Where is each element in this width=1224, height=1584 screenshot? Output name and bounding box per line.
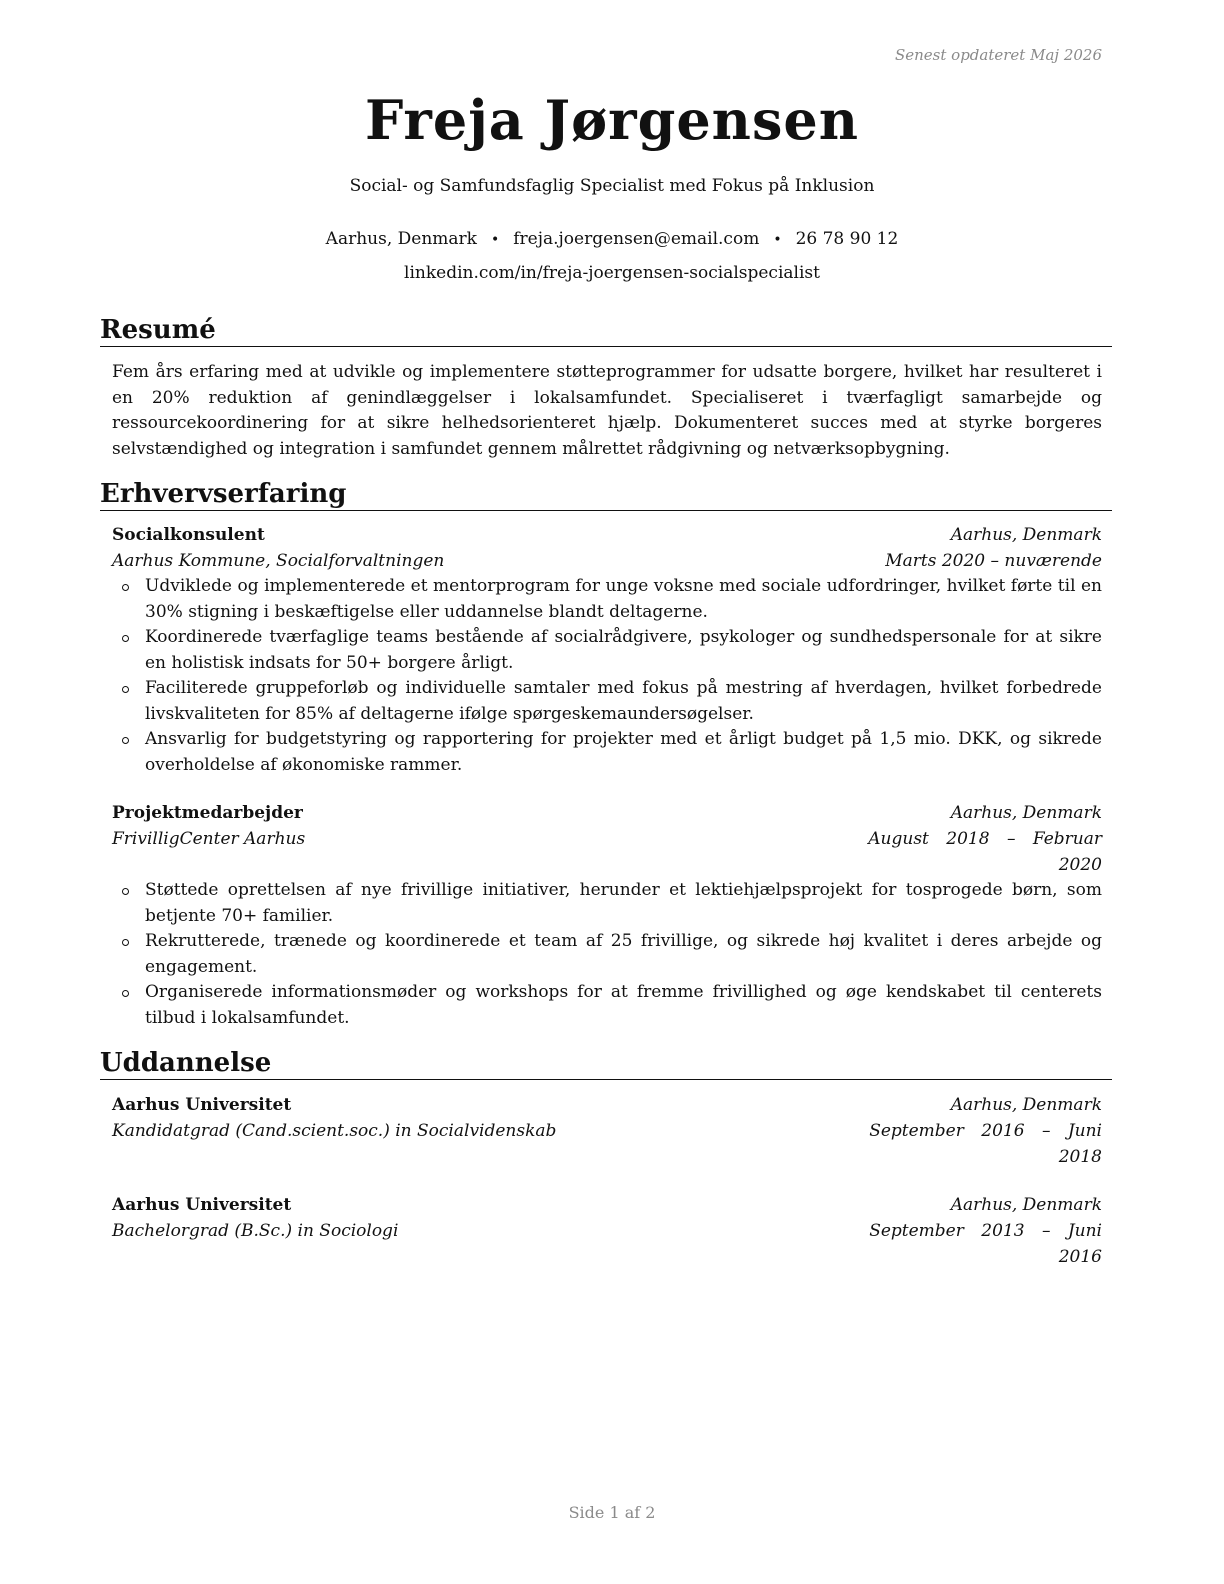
education-dates: September 2013 – Juni 2016	[869, 1221, 1102, 1267]
education-header	[112, 1093, 1102, 1119]
school-name: Aarhus Universitet	[112, 1095, 292, 1115]
contact-line	[0, 229, 1224, 249]
page-number: Side 1 af 2	[568, 1503, 656, 1522]
contact-location: Aarhus, Denmark	[325, 229, 477, 249]
school-location: Aarhus, Denmark	[950, 1195, 1102, 1215]
education-subheader	[112, 1219, 1102, 1271]
job-header	[112, 801, 1102, 827]
degree: Kandidatgrad (Cand.scient.soc.) in Socialvidenskab	[112, 1121, 557, 1141]
list-item: Udviklede og implementerede et mentorprogram for unge voksne med sociale udfordringer, hvilket førte til en 30% stigning i beskæftigelse eller uddannelse blandt deltagerne.	[112, 574, 1102, 625]
contact-linkedin[interactable]: linkedin.com/in/freja-joergensen-socialspecialist	[404, 263, 820, 283]
contact-phone: 26 78 90 12	[795, 229, 899, 249]
section-title-summary: Resumé	[100, 314, 1112, 347]
job-dates: August 2018 – Februar 2020	[868, 829, 1102, 875]
job-subheader	[112, 549, 1102, 575]
job-subheader	[112, 827, 1102, 879]
job-bullets	[112, 878, 1102, 1031]
job-role: Socialkonsulent	[112, 525, 265, 545]
headline: Social- og Samfundsfaglig Specialist med Fokus på Inklusion	[349, 176, 875, 196]
bullet-icon	[122, 990, 129, 997]
bullet-icon	[122, 888, 129, 895]
job-location: Aarhus, Denmark	[950, 525, 1102, 545]
summary-text: Fem års erfaring med at udvikle og implementere støtteprogrammer for udsatte borgere, hvilket har resulteret i en 20% reduktion af genindlæggelser i lokalsamfundet. Specialiseret i tværfagligt samarbejde og ressourcekoordinering for at sikre helhedsorienteret hjælp. Dokumenteret succes med at styrke borgeres selvstændighed og integration i samfundet gennem målrettet rådgivning og netværksopbygning.	[112, 362, 1102, 459]
bullet-icon	[122, 584, 129, 591]
bullet-icon	[122, 939, 129, 946]
job-org: FrivilligCenter Aarhus	[112, 829, 306, 849]
separator-dot: •	[773, 232, 782, 248]
section-title-experience: Erhvervserfaring	[100, 478, 1112, 511]
section-title-education: Uddannelse	[100, 1047, 1112, 1080]
bullet-icon	[122, 686, 129, 693]
bullet-icon	[122, 737, 129, 744]
list-item: Støttede oprettelsen af nye frivillige initiativer, herunder et lektiehjælpsprojekt for tosprogede børn, som betjente 70+ familier.	[112, 878, 1102, 929]
job-header	[112, 523, 1102, 549]
list-item: Koordinerede tværfaglige teams bestående af socialrådgivere, psykologer og sundhedspersonale for at sikre en holistisk indsats for 50+ borgere årligt.	[112, 625, 1102, 676]
job-location: Aarhus, Denmark	[950, 803, 1102, 823]
list-item: Rekrutterede, trænede og koordinerede et team af 25 frivillige, og sikrede høj kvalitet i deres arbejde og engagement.	[112, 929, 1102, 980]
job-org: Aarhus Kommune, Socialforvaltningen	[112, 551, 445, 571]
contact-email[interactable]: freja.joergensen@email.com	[513, 229, 760, 249]
separator-dot: •	[490, 232, 500, 248]
education-dates: September 2016 – Juni 2018	[869, 1121, 1102, 1167]
school-location: Aarhus, Denmark	[950, 1095, 1102, 1115]
bullet-icon	[122, 635, 129, 642]
list-item: Faciliterede gruppeforløb og individuelle samtaler med fokus på mestring af hverdagen, hvilket forbedrede livskvaliteten for 85% af deltagerne ifølge spørgeskemaundersøgelser.	[112, 676, 1102, 727]
list-item: Organiserede informationsmøder og workshops for at fremme frivillighed og øge kendskabet til centerets tilbud i lokalsamfundet.	[112, 980, 1102, 1031]
list-item: Ansvarlig for budgetstyring og rapportering for projekter med et årligt budget på 1,5 mio. DKK, og sikrede overholdelse af økonomiske rammer.	[112, 727, 1102, 778]
last-updated: Senest opdateret Maj 2026	[894, 46, 1102, 64]
candidate-name: Freja Jørgensen	[365, 88, 859, 152]
degree: Bachelorgrad (B.Sc.) in Sociologi	[112, 1221, 399, 1241]
job-dates: Marts 2020 – nuværende	[885, 551, 1102, 571]
education-header	[112, 1193, 1102, 1219]
job-bullets	[112, 574, 1102, 778]
job-role: Projektmedarbejder	[112, 803, 303, 823]
school-name: Aarhus Universitet	[112, 1195, 292, 1215]
education-subheader	[112, 1119, 1102, 1171]
